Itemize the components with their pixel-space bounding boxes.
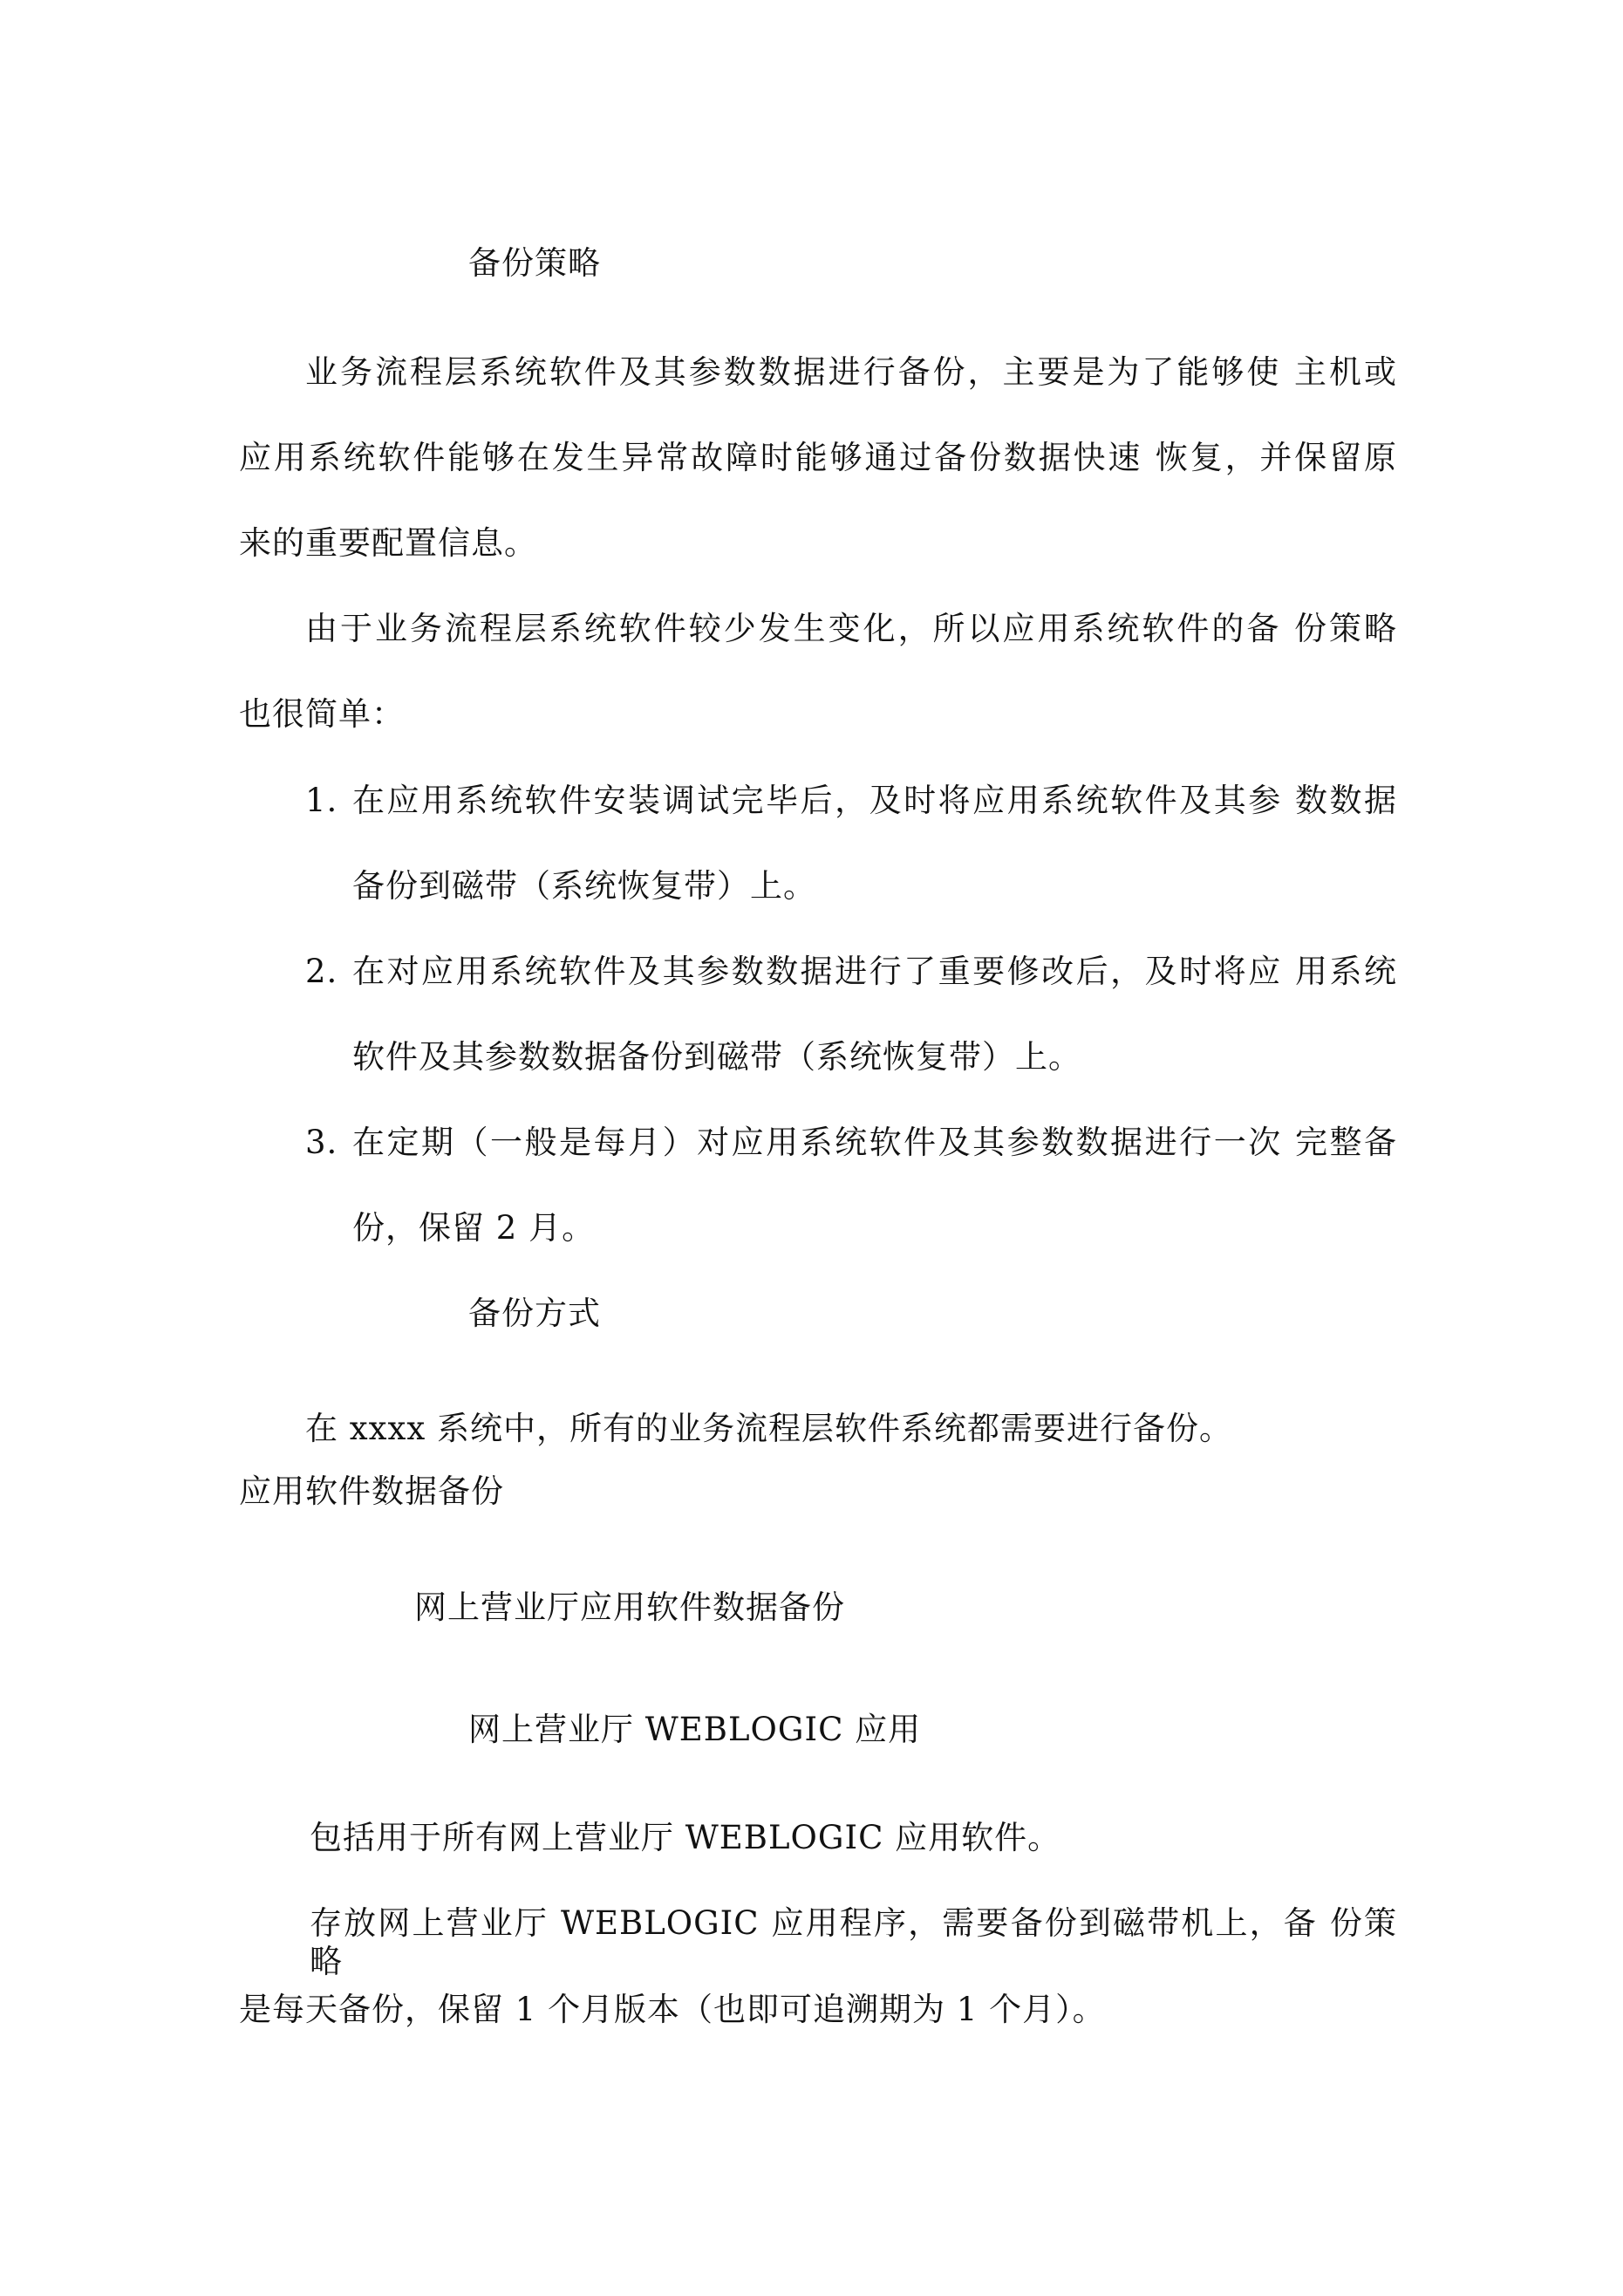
para5-line1: 存放网上营业厅 WEBLOGIC 应用程序，需要备份到磁带机上，备 份策略 [310,1904,1397,1980]
para2-line2: 也很简单： [239,695,405,733]
list-item-3-line1: 在定期（一般是每月）对应用系统软件及其参数数据进行一次 完整备 [352,1124,1397,1161]
heading-online-hall-backup: 网上营业厅应用软件数据备份 [414,1589,845,1626]
list-item-2-line1: 在对应用系统软件及其参数数据进行了重要修改后，及时将应 用系统 [352,953,1397,990]
heading-app-data-backup: 应用软件数据备份 [239,1473,504,1510]
list-item-2-line2: 软件及其参数数据备份到磁带（系统恢复带）上。 [352,1038,1081,1076]
para1-line2: 应用系统软件能够在发生异常故障时能够通过备份数据快速 恢复，并保留原 [239,439,1397,476]
para4: 包括用于所有网上营业厅 WEBLOGIC 应用软件。 [310,1819,1061,1856]
para1-line1: 业务流程层系统软件及其参数数据进行备份，主要是为了能够使 主机或 [305,353,1397,391]
para2-line1: 由于业务流程层系统软件较少发生变化，所以应用系统软件的备 份策略 [305,610,1397,647]
list-item-1-line1: 在应用系统软件安装调试完毕后，及时将应用系统软件及其参 数数据 [352,782,1397,819]
para1-line3: 来的重要配置信息。 [239,524,537,562]
list-item-3-number: 3. [305,1124,338,1161]
list-item-1-number: 1. [305,782,338,819]
heading-backup-method: 备份方式 [468,1295,601,1332]
para5-line2: 是每天备份，保留 1 个月版本（也即可追溯期为 1 个月）。 [239,1991,1106,2028]
list-item-1-line2: 备份到磁带（系统恢复带）上。 [352,867,816,905]
para3: 在 xxxx 系统中，所有的业务流程层软件系统都需要进行备份。 [305,1410,1232,1447]
list-item-2-number: 2. [305,953,338,990]
heading-weblogic: 网上营业厅 WEBLOGIC 应用 [468,1711,922,1748]
list-item-3-line2: 份，保留 2 月。 [352,1209,596,1247]
heading-backup-strategy: 备份策略 [468,244,601,282]
